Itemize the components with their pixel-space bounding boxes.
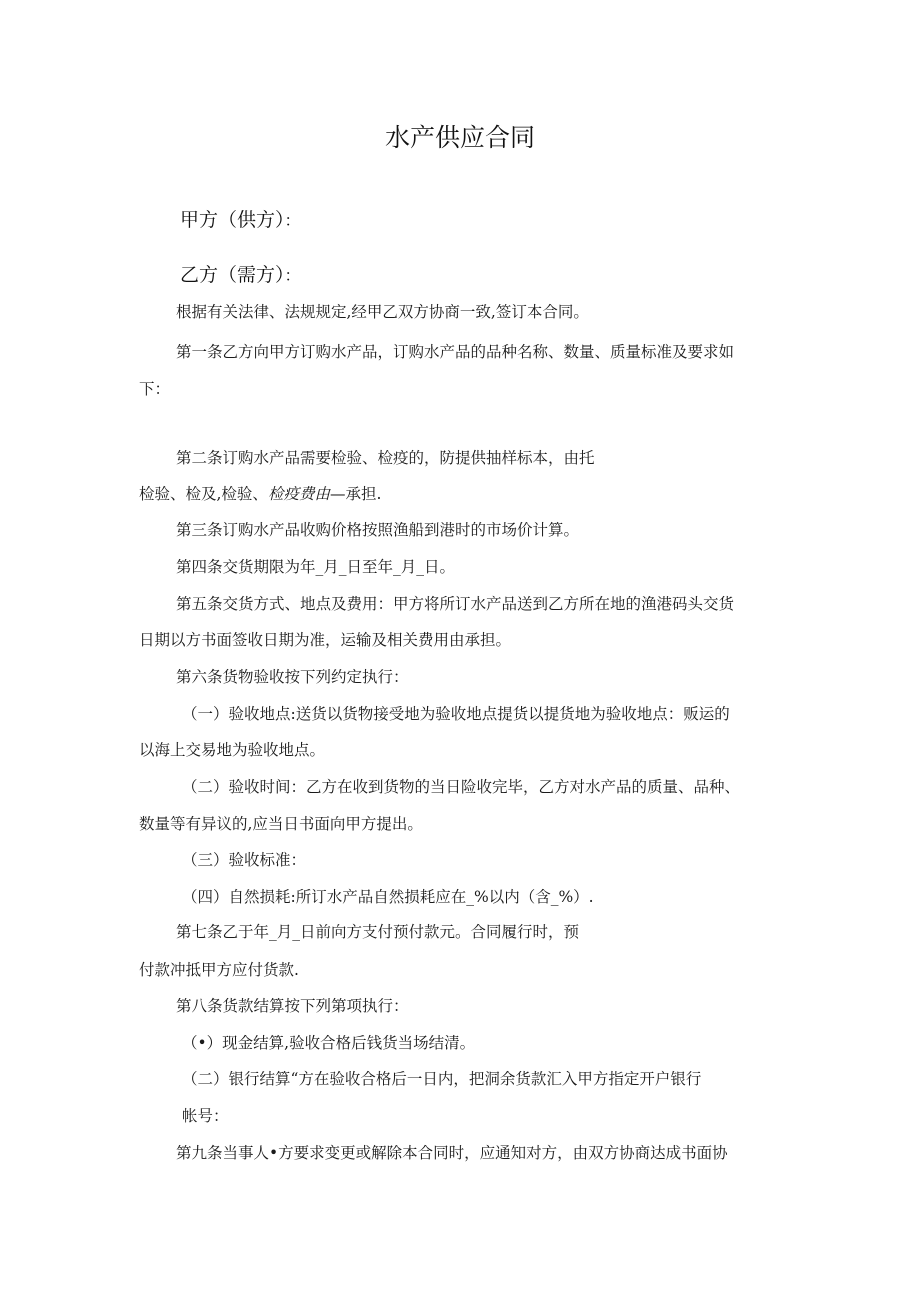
article-4: 第四条交货期限为年_月_日至年_月_日。: [176, 558, 456, 576]
article-6-item-1-line-2: 以海上交易地为验收地点。: [139, 741, 326, 759]
intro-paragraph: 根据有关法律、法规规定,经甲乙双方协商一致,签订本合同。: [176, 303, 589, 321]
party-a-colon: ：: [284, 211, 301, 230]
party-a-label: 甲方（供方）: [180, 209, 285, 231]
article-6-item-4: （四）自然损耗:所订水产品自然损耗应在_%以内（含_%）.: [182, 888, 594, 906]
article-2-line-2: [139, 482, 381, 504]
party-b-label: 乙方（需方）: [180, 264, 285, 286]
party-a-line: [180, 205, 301, 232]
article-2-text-a: 检验、检及,检验、: [139, 485, 268, 503]
article-5-line-1: 第五条交货方式、地点及费用：甲方将所订水产品送到乙方所在地的渔港码头交货: [176, 595, 735, 613]
document-title: 水产供应合同: [384, 123, 535, 152]
article-8-item-1: （•）现金结算,验收合格后钱货当场结清。: [182, 1034, 476, 1052]
article-8: 第八条货款结算按下列第项执行：: [176, 997, 409, 1015]
article-8-item-2-line-2: 帐号：: [182, 1107, 229, 1125]
article-6-item-2-line-2: 数量等有异议的,应当日书面向甲方提出。: [139, 815, 423, 833]
article-6-item-2-line-1: （二）验收时间：乙方在收到货物的当日险收完毕，乙方对水产品的质量、品种、: [182, 778, 741, 796]
article-6-item-1-line-1: （一）验收地点:送货以货物接受地为验收地点提货以提货地为验收地点：贩运的: [182, 705, 730, 723]
article-2-fee-text: 检疫费由: [267, 485, 330, 503]
party-b-colon: ：: [284, 266, 301, 285]
article-7-line-1: 第七条乙于年_月_日前向方支付预付款元。合同履行时，预: [176, 923, 580, 941]
article-6-item-3: （三）验收标准：: [182, 851, 307, 869]
article-2-line-1: 第二条订购水产品需要检验、检疫的，防提供抽样标本，由托: [176, 449, 595, 467]
article-1-line-1: 第一条乙方向甲方订购水产品，订购水产品的品种名称、数量、质量标准及要求如: [176, 343, 735, 361]
article-8-item-2-line-1: （二）银行结算“方在验收合格后一日内，把洞余货款汇入甲方指定开户银行: [182, 1070, 702, 1088]
article-3: 第三条订购水产品收购价格按照渔船到港时的市场价计算。: [176, 521, 580, 539]
article-7-line-2: 付款冲抵甲方应付货款.: [139, 961, 299, 979]
party-b-line: [180, 260, 301, 287]
article-1-line-2: 下：: [139, 380, 171, 398]
article-9-line-1: 第九条当事人•方要求变更或解除本合同时，应通知对方，由双方协商达成书面协: [176, 1144, 728, 1162]
article-5-line-2: 日期以方书面签收日期为准，运输及相关费用由承担。: [139, 631, 512, 649]
article-6: 第六条货物验收按下列约定执行：: [176, 668, 409, 686]
article-2-text-c: —承担.: [329, 485, 382, 503]
